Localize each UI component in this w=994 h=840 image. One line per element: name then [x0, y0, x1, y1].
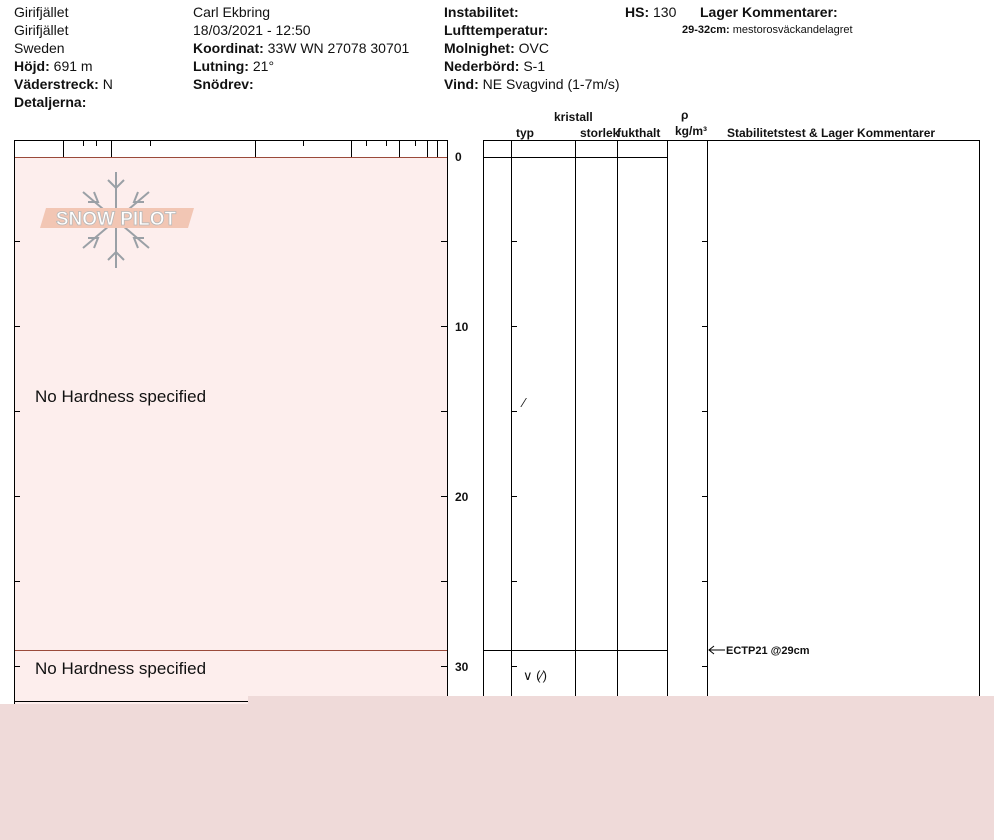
country: Sweden [14, 40, 65, 56]
air-temp [444, 22, 548, 38]
arrow-left-icon [708, 645, 726, 655]
snowpilot-logo [36, 170, 196, 270]
column-stability: Stabilitetstest & Lager Kommentarer [727, 126, 936, 140]
hardness-text-layer-1: No Hardness specified [35, 387, 207, 406]
hardness-tick [63, 141, 64, 157]
depth-tick-right [441, 496, 447, 497]
table-col-border [483, 140, 484, 704]
layer-comment [682, 24, 853, 36]
hardness-tick [415, 141, 416, 146]
observer: Carl Ekbring [193, 4, 271, 20]
table-tick [512, 496, 517, 497]
hardness-tick [255, 141, 256, 157]
hardness-text-layer-2: No Hardness specified [35, 659, 207, 678]
drift-label: Snödrev: [193, 76, 254, 92]
column-moisture: fukthalt [617, 126, 661, 140]
hardness-tick [386, 141, 387, 146]
column-density-unit: kg/m³ [675, 124, 708, 138]
depth-tick-left [15, 581, 20, 582]
layer-boundary-29 [15, 650, 447, 651]
wind [444, 76, 620, 92]
hardness-tick [83, 141, 84, 146]
depth-tick-left [15, 666, 20, 667]
hardness-top-border [14, 140, 448, 141]
layer-comment-depth: 29-32cm: [682, 24, 730, 36]
bottom-overlay [0, 704, 994, 840]
hs [625, 4, 676, 20]
air-temp-label: Lufttemperatur: [444, 22, 549, 38]
depth-tick-right [441, 241, 447, 242]
aspect-label: Väderstreck: [14, 76, 99, 92]
coordinates [193, 40, 409, 56]
depth-tick-left [15, 411, 20, 412]
sky-label: Molnighet: [444, 40, 515, 56]
table-tick [512, 411, 517, 412]
slope-label: Lutning: [193, 58, 249, 74]
aspect [14, 76, 113, 92]
layer-comment-text: mestorosväckandelagret [732, 24, 853, 36]
layer-boundary-0 [15, 157, 447, 158]
table-right-border [979, 140, 980, 704]
layer-comments-title: Lager Kommentarer: [700, 4, 838, 20]
instability-label: Instabilitet: [444, 4, 519, 20]
table-tick [512, 241, 517, 242]
depth-label-30: 30 [455, 660, 469, 674]
table-row-line-0 [483, 157, 668, 158]
table-col-border [667, 140, 668, 704]
hardness-right-border [447, 140, 448, 704]
sky [444, 40, 549, 56]
hardness-bottom-line [15, 701, 248, 702]
table-tick [702, 666, 707, 667]
depth-tick-left [15, 326, 20, 327]
depth-label-0: 0 [455, 150, 462, 164]
sky-value: OVC [518, 40, 549, 56]
hardness-tick [366, 141, 367, 146]
table-tick [512, 326, 517, 327]
depth-tick-right [441, 666, 447, 667]
precip-label: Nederbörd: [444, 58, 520, 74]
hs-value: 130 [653, 4, 677, 20]
stability-test-ectp: ECTP21 @29cm [726, 645, 810, 657]
table-tick [702, 496, 707, 497]
wind-value: NE Svagvind (1-7m/s) [482, 76, 620, 92]
elevation-label: Höjd: [14, 58, 50, 74]
column-type: typ [516, 126, 534, 140]
location: Girifjället [14, 4, 69, 20]
table-top-border [483, 140, 980, 141]
depth-tick-right [441, 326, 447, 327]
table-tick [512, 666, 517, 667]
column-rho: ρ [681, 108, 689, 122]
grain-type-layer-2: ∨ (⁄) [523, 668, 547, 683]
depth-tick-left [15, 496, 20, 497]
details-label: Detaljerna: [14, 94, 87, 110]
region: Girifjället [14, 22, 69, 38]
watermark-text: SNOW PILOT [55, 209, 177, 230]
table-col-border [707, 140, 708, 704]
hardness-tick [351, 141, 352, 157]
table-col-border [575, 140, 576, 704]
instability [444, 4, 519, 20]
slope-value: 21° [252, 58, 275, 74]
datetime: 18/03/2021 - 12:50 [193, 22, 311, 38]
elevation-value: 691 m [53, 58, 93, 74]
table-tick [702, 411, 707, 412]
column-size: storlek [580, 126, 620, 140]
table-col-border [617, 140, 618, 704]
hardness-tick [437, 141, 438, 157]
depth-label-10: 10 [455, 320, 469, 334]
precip-value: S-1 [523, 58, 546, 74]
depth-label-20: 20 [455, 490, 469, 504]
depth-tick-right [441, 411, 447, 412]
column-crystal: kristall [554, 110, 593, 124]
hardness-tick [399, 141, 400, 157]
hs-label: HS: [625, 4, 650, 20]
table-row-line-29 [483, 650, 668, 651]
precip [444, 58, 545, 74]
table-tick [702, 581, 707, 582]
table-tick [702, 241, 707, 242]
coordinates-label: Koordinat: [193, 40, 264, 56]
table-col-border [511, 140, 512, 704]
table-tick [512, 581, 517, 582]
elevation [14, 58, 93, 74]
depth-tick-left [15, 241, 20, 242]
aspect-value: N [102, 76, 113, 92]
hardness-tick [96, 141, 97, 146]
hardness-tick [303, 141, 304, 146]
wind-label: Vind: [444, 76, 479, 92]
drift [193, 76, 254, 92]
hardness-tick [111, 141, 112, 157]
hardness-left-border [14, 140, 15, 704]
coordinates-value: 33W WN 27078 30701 [267, 40, 410, 56]
depth-tick-right [441, 581, 447, 582]
grain-type-layer-1: ⁄ [523, 395, 526, 410]
details [14, 94, 86, 110]
slope [193, 58, 274, 74]
hardness-tick [427, 141, 428, 157]
hardness-tick [150, 141, 151, 146]
table-tick [702, 326, 707, 327]
